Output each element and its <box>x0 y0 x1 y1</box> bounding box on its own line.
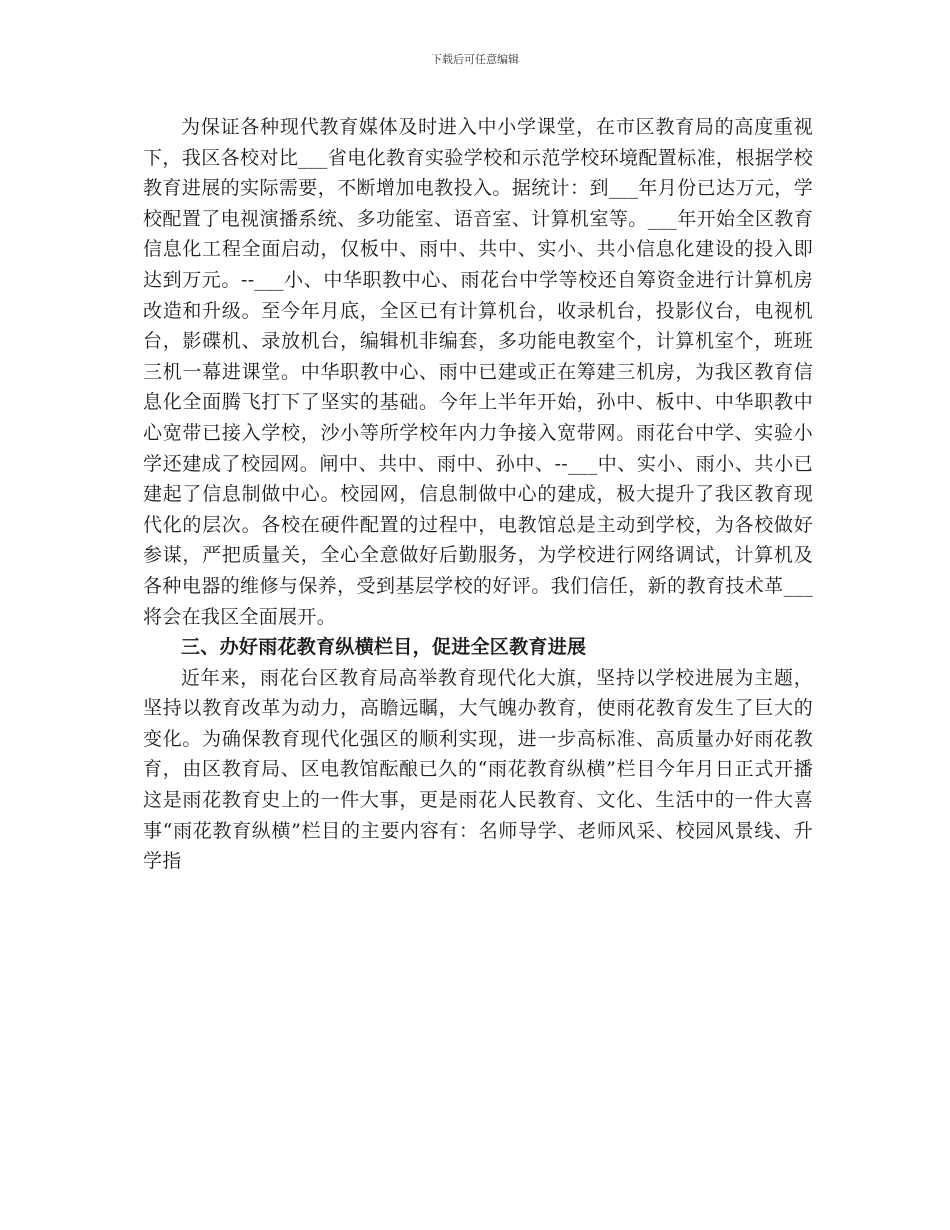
section-heading: 三、办好雨花教育纵横栏目，促进全区教育进展 <box>181 636 587 659</box>
body-paragraph-2: 近年来，雨花台区教育局高举教育现代化大旗，坚持以学校进展为主题，坚持以教育改革为动力，高瞻远瞩，大气魄办教育，使雨花教育发生了巨大的变化。为确保教育现代化强区的顺利实现，进一步高标准、高质量办好雨花教育，由区教育局、区电教馆酝酿已久的“雨花教育纵横”栏目今年月日正式开播这是雨花教育史上的一件大事，更是雨花人民教育、文化、生活中的一件大喜事“雨花教育纵横”栏目的主要内容有：名师导学、老师风采、校园风景线、升学指 <box>143 666 813 873</box>
body-paragraph-1: 为保证各种现代教育媒体及时进入中小学课堂，在市区教育局的高度重视下，我区各校对比___省电化教育实验学校和示范学校环境配置标准，根据学校教育进展的实际需要，不断增加电教投入。据统计：到___年月份已达万元，学校配置了电视演播系统、多功能室、语音室、计算机室等。___年开始全区教育信息化工程全面启动，仅板中、雨中、共中、实小、共小信息化建设的投入即达到万元。--___小、中华职教中心、雨花台中学等校还自筹资金进行计算机房改造和升级。至今年月底，全区已有计算机台，收录机台，投影仪台，电视机台，影碟机、录放机台，编辑机非编套，多功能电教室个，计算机室个，班班三机一幕进课堂。中华职教中心、雨中已建或正在筹建三机房，为我区教育信息化全面腾飞打下了坚实的基础。今年上半年开始，孙中、板中、中华职教中心宽带已接入学校，沙小等所学校年内力争接入宽带网。雨花台中学、实验小学还建成了校园网。闸中、共中、雨中、孙中、--___中、实小、雨小、共小已建起了信息制做中心。校园网，信息制做中心的建成，极大提升了我区教育现代化的层次。各校在硬件配置的过程中，电教馆总是主动到学校，为各校做好参谋，严把质量关，全心全意做好后勤服务，为学校进行网络调试，计算机及各种电器的维修与保养，受到基层学校的好评。我们信任，新的教育技术革___将会在我区全面展开。 <box>143 116 813 628</box>
document-body <box>143 112 813 877</box>
page-header-note: 下载后可任意编辑 <box>431 53 519 66</box>
